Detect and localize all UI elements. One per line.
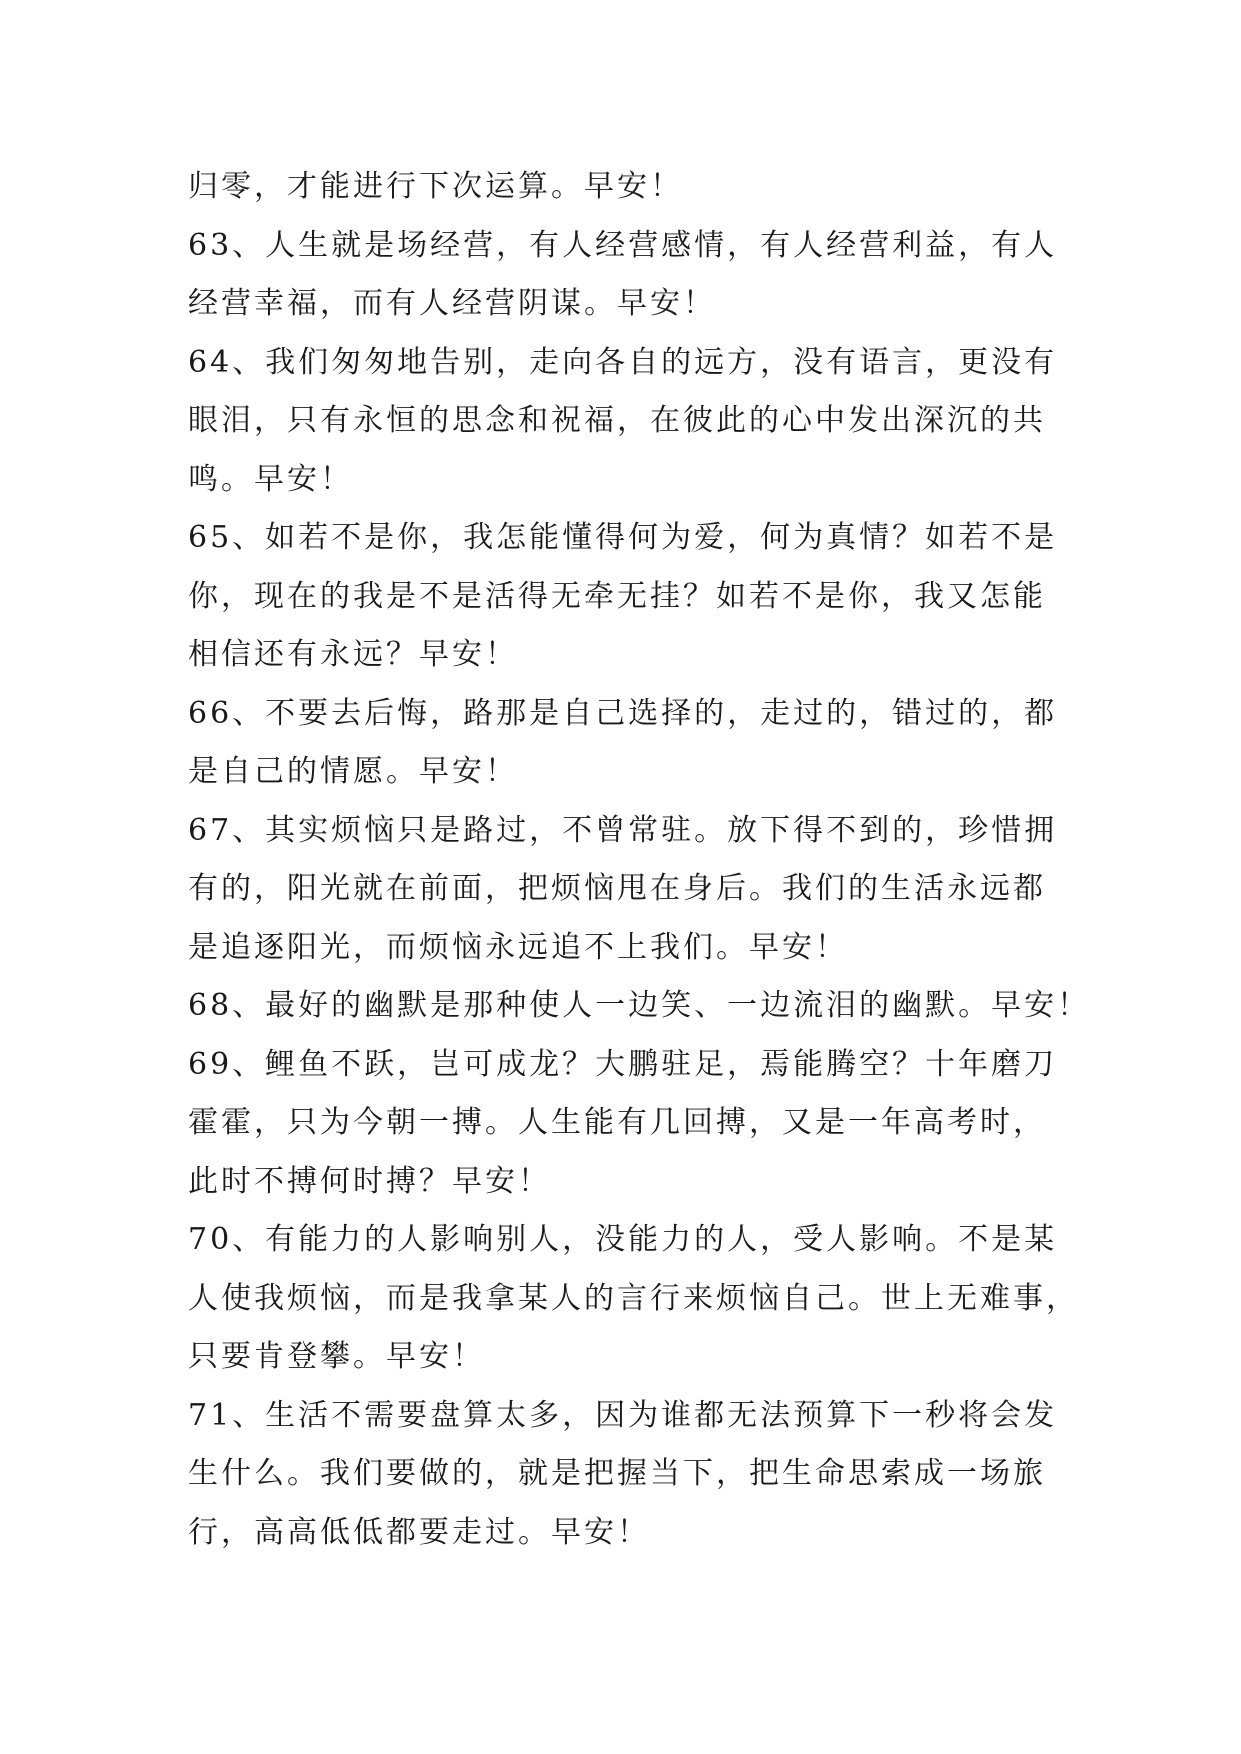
text-line: 是追逐阳光，而烦恼永远追不上我们。早安！ <box>188 929 848 965</box>
text-line: 66、不要去后悔，路那是自己选择的，走过的，错过的，都 <box>188 695 1058 731</box>
text-line: 是自己的情愿。早安！ <box>188 754 518 789</box>
text-line: 你，现在的我是不是活得无牵无挂？如若不是你，我又怎能 <box>188 578 1046 614</box>
text-line: 行，高高低低都要走过。早安！ <box>188 1514 650 1550</box>
text-line: 只要肯登攀。早安！ <box>188 1339 485 1374</box>
text-line: 生什么。我们要做的，就是把握当下，把生命思索成一场旅 <box>188 1456 1046 1491</box>
text-line: 相信还有永远？早安！ <box>188 637 518 672</box>
text-line: 人使我烦恼，而是我拿某人的言行来烦恼自己。世上无难事， <box>188 1280 1079 1316</box>
text-line: 63、人生就是场经营，有人经营感情，有人经营利益，有人 <box>188 227 1058 263</box>
text-line: 有的，阳光就在前面，把烦恼甩在身后。我们的生活永远都 <box>188 871 1046 906</box>
text-line: 67、其实烦恼只是路过，不曾常驻。放下得不到的，珍惜拥 <box>188 812 1058 848</box>
text-line: 64、我们匆匆地告别，走向各自的远方，没有语言，更没有 <box>188 344 1058 380</box>
text-line: 归零，才能进行下次运算。早安！ <box>188 169 683 204</box>
document-body <box>188 158 1091 1562</box>
text-line: 霍霍，只为今朝一搏。人生能有几回搏，又是一年高考时， <box>188 1105 1046 1140</box>
text-line: 此时不搏何时搏？早安！ <box>188 1163 551 1199</box>
text-line: 71、生活不需要盘算太多，因为谁都无法预算下一秒将会发 <box>188 1397 1058 1433</box>
text-line: 69、鲤鱼不跃，岂可成龙？大鹏驻足，焉能腾空？十年磨刀 <box>188 1046 1058 1082</box>
text-line: 眼泪，只有永恒的思念和祝福，在彼此的心中发出深沉的共 <box>188 403 1046 438</box>
text-line: 经营幸福，而有人经营阴谋。早安！ <box>188 286 716 321</box>
text-line: 70、有能力的人影响别人，没能力的人，受人影响。不是某 <box>188 1222 1058 1257</box>
text-line: 68、最好的幽默是那种使人一边笑、一边流泪的幽默。早安！ <box>188 988 1091 1023</box>
text-line: 鸣。早安！ <box>188 461 353 497</box>
text-line: 65、如若不是你，我怎能懂得何为爱，何为真情？如若不是 <box>188 520 1058 555</box>
